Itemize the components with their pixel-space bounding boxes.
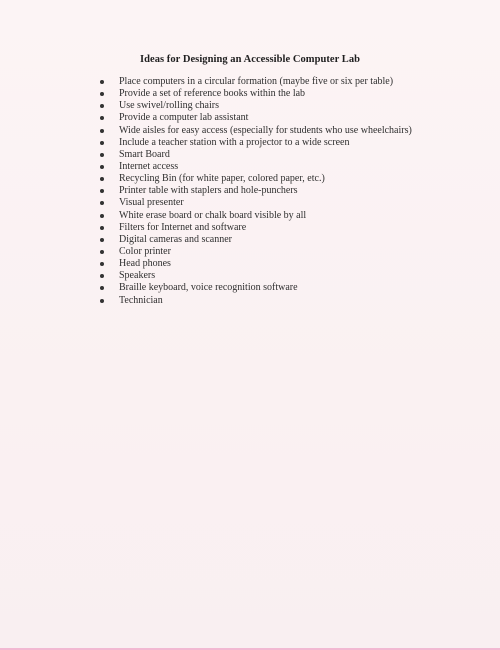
bullet-icon <box>100 92 104 96</box>
bullet-icon <box>100 286 104 290</box>
document-title: Ideas for Designing an Accessible Computer Lab <box>139 54 361 65</box>
bullet-icon <box>100 80 104 84</box>
list-item-text: Provide a computer lab assistant <box>119 112 249 124</box>
list-item-text: Printer table with staplers and hole-punchers <box>119 185 298 197</box>
list-item-text: White erase board or chalk board visible by all <box>119 209 307 221</box>
bullet-icon <box>100 165 104 169</box>
bullet-icon <box>100 299 104 303</box>
list-item-text: Digital cameras and scanner <box>119 233 233 245</box>
list-item-text: Technician <box>119 294 163 306</box>
bullet-icon <box>100 129 104 133</box>
list-item-text: Color printer <box>119 245 171 257</box>
list-item-text: Place computers in a circular formation (maybe five or six per table) <box>119 76 394 87</box>
bullet-icon <box>100 153 104 157</box>
bullet-icon <box>100 116 104 120</box>
list-item-text: Use swivel/rolling chairs <box>119 100 219 112</box>
bullet-icon <box>100 250 104 254</box>
list-item-text: Filters for Internet and software <box>119 221 247 233</box>
list-item-text: Speakers <box>119 270 156 282</box>
bullet-icon <box>100 201 104 205</box>
bullet-icon <box>100 274 104 278</box>
bullet-icon <box>100 226 104 230</box>
list-item-text: Wide aisles for easy access (especially for students who use wheelchairs) <box>119 124 412 136</box>
list-item-text: Internet access <box>119 160 179 172</box>
bullet-icon <box>100 104 104 108</box>
list-item-text: Smart Board <box>119 148 170 160</box>
list-item-text: Head phones <box>119 258 171 270</box>
list-item-text: Recycling Bin (for white paper, colored paper, etc.) <box>119 173 325 185</box>
bullet-icon <box>100 238 104 242</box>
list-item-text: Braille keyboard, voice recognition software <box>119 282 298 294</box>
bullet-icon <box>100 189 104 193</box>
bullet-icon <box>100 214 104 218</box>
bullet-icon <box>100 141 104 145</box>
list-item-text: Visual presenter <box>119 197 184 209</box>
bullet-icon <box>100 262 104 266</box>
list-item-text: Include a teacher station with a projector to a wide screen <box>119 136 350 148</box>
bullet-icon <box>100 177 104 181</box>
list-item-text: Provide a set of reference books within the lab <box>119 88 306 100</box>
